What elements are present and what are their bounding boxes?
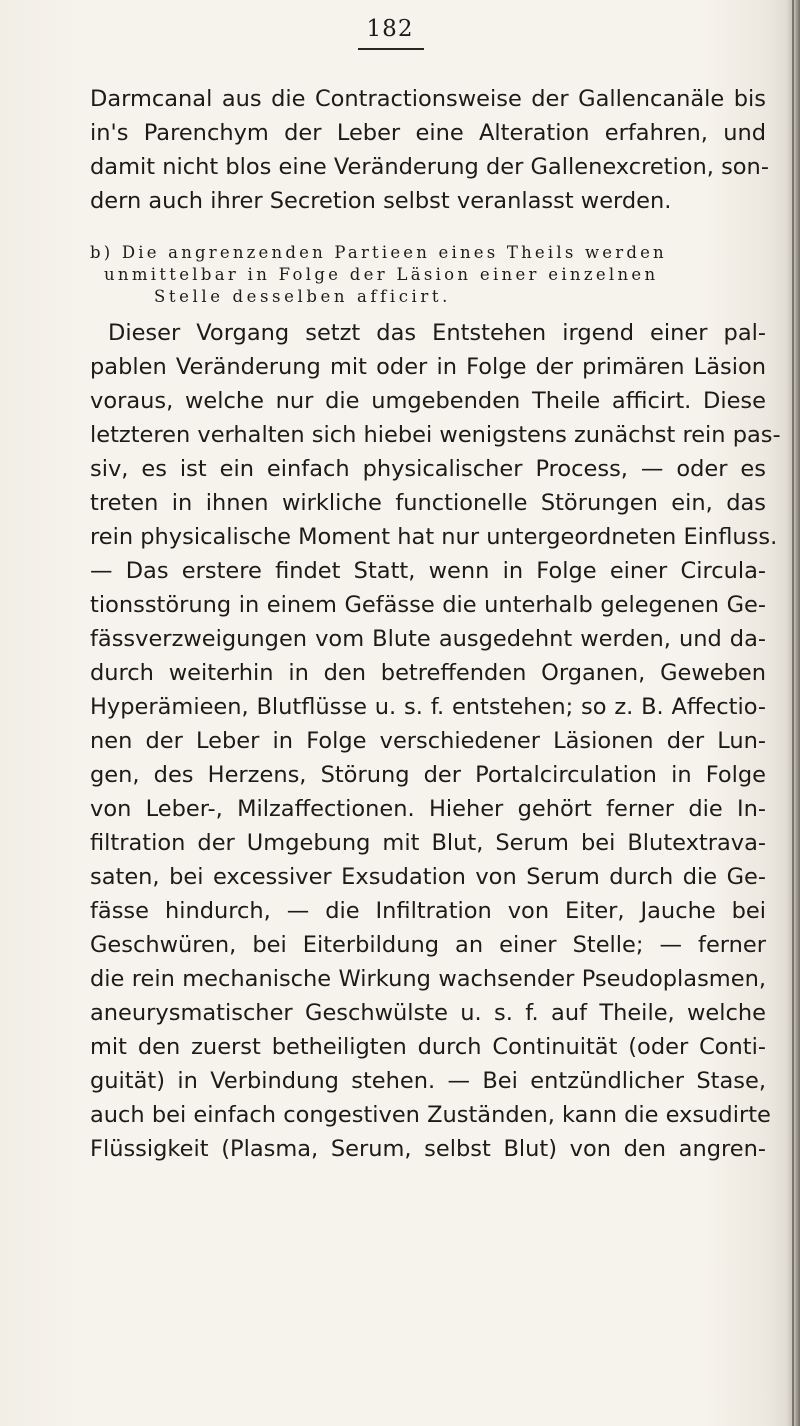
- text-line: filtration der Umgebung mit Blut, Serum bei Blutextrava-: [90, 830, 766, 856]
- text-line: in's Parenchym der Leber eine Alteration erfahren, und: [90, 120, 766, 146]
- text-line: von Leber-, Milzaffectionen. Hieher gehört ferner die In-: [90, 796, 766, 822]
- text-line: damit nicht blos eine Veränderung der Gallenexcretion, son-: [90, 154, 769, 180]
- text-line: — Das erstere findet Statt, wenn in Folge einer Circula-: [90, 558, 766, 584]
- text-line: Flüssigkeit (Plasma, Serum, selbst Blut) von den angren-: [90, 1136, 766, 1162]
- text-line: aneurysmatischer Geschwülste u. s. f. auf Theile, welche: [90, 1000, 766, 1026]
- paragraph-top: [90, 82, 769, 218]
- heading-line: unmittelbar in Folge der Läsion einer einzelnen: [104, 265, 659, 284]
- section-heading: [90, 242, 766, 308]
- text-line: Darmcanal aus die Contractionsweise der Gallencanäle bis: [90, 86, 766, 112]
- heading-line: b) Die angrenzenden Partieen eines Theils werden: [90, 243, 667, 262]
- heading-line: Stelle desselben afficirt.: [154, 287, 451, 306]
- text-line: Geschwüren, bei Eiterbildung an einer Stelle; — ferner: [90, 932, 766, 958]
- text-line: pablen Veränderung mit oder in Folge der primären Läsion: [90, 354, 766, 380]
- text-line: voraus, welche nur die umgebenden Theile afficirt. Diese: [90, 388, 766, 414]
- text-line: dern auch ihrer Secretion selbst veranlasst werden.: [90, 188, 672, 214]
- text-line: tionsstörung in einem Gefässe die unterhalb gelegenen Ge-: [90, 592, 766, 618]
- page-number: 182: [366, 16, 414, 42]
- text-line: letzteren verhalten sich hiebei wenigstens zunächst rein pas-: [90, 422, 781, 448]
- text-line: Dieser Vorgang setzt das Entstehen irgend einer pal-: [108, 320, 766, 346]
- page-number-underline: [358, 48, 424, 50]
- text-line: mit den zuerst betheiligten durch Continuität (oder Conti-: [90, 1034, 766, 1060]
- text-line: treten in ihnen wirkliche functionelle Störungen ein, das: [90, 490, 766, 516]
- text-line: saten, bei excessiver Exsudation von Serum durch die Ge-: [90, 864, 766, 890]
- text-line: siv, es ist ein einfach physicalischer Process, — oder es: [90, 456, 766, 482]
- paragraph-main: [90, 316, 781, 1166]
- text-line: fässe hindurch, — die Infiltration von Eiter, Jauche bei: [90, 898, 766, 924]
- text-line: auch bei einfach congestiven Zuständen, kann die exsudirte: [90, 1102, 771, 1128]
- text-line: Hyperämieen, Blutflüsse u. s. f. entstehen; so z. B. Affectio-: [90, 694, 766, 720]
- text-line: die rein mechanische Wirkung wachsender Pseudoplasmen,: [90, 966, 766, 992]
- text-line: nen der Leber in Folge verschiedener Läsionen der Lun-: [90, 728, 766, 754]
- text-line: gen, des Herzens, Störung der Portalcirculation in Folge: [90, 762, 766, 788]
- page-edge-rule: [792, 0, 794, 1426]
- text-line: rein physicalische Moment hat nur untergeordneten Einfluss.: [90, 524, 778, 550]
- text-line: guität) in Verbindung stehen. — Bei entzündlicher Stase,: [90, 1068, 766, 1094]
- text-line: durch weiterhin in den betreffenden Organen, Geweben: [90, 660, 766, 686]
- text-line: fässverzweigungen vom Blute ausgedehnt werden, und da-: [90, 626, 766, 652]
